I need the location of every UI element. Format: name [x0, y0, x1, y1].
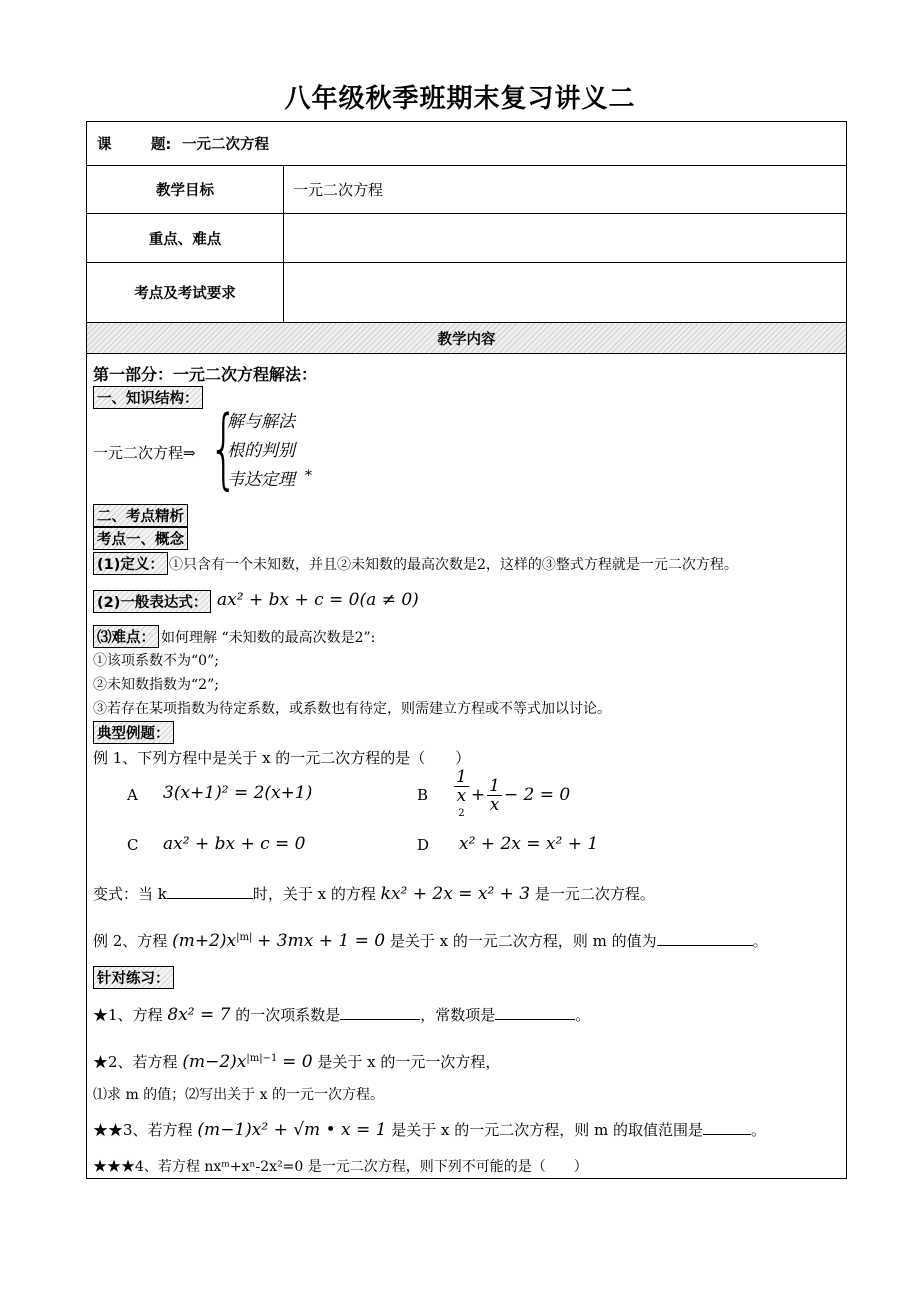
practice4-line: ★★★4、若方程 nxᵐ+xⁿ-2x²=0 是一元二次方程，则下列不可能的是（ ）: [93, 1159, 588, 1175]
practice2-formula: (m−2)x: [182, 1052, 247, 1072]
practice1-text-c: ，常数项是: [420, 1006, 496, 1024]
option-d-label: D: [417, 836, 430, 854]
practice3-formula: (m−1)x² + √m • x = 1: [197, 1120, 387, 1140]
variant-formula: kx² + 2x = x² + 3: [380, 884, 531, 904]
practice1-text-b: 的一次项系数是: [235, 1006, 341, 1024]
general-form-box: (2)一般表达式：: [93, 590, 211, 613]
goal-label: 教学目标: [156, 183, 214, 199]
practice-box: 针对练习：: [93, 966, 174, 989]
struct-item-3: 韦达定理: [227, 470, 295, 490]
keypoints-label: 重点、难点: [148, 231, 222, 248]
structure-root: 一元二次方程⇒: [93, 444, 196, 462]
exam-row: [87, 263, 846, 323]
difficult-item-3: ③若存在某项指数为待定系数，或系数也有待定，则需建立方程或不等式加以讨论。: [93, 701, 611, 717]
difficult-item-2: ②未知数指数为“2”;: [93, 677, 219, 693]
variant-text-b: 时，关于 x 的方程: [252, 885, 376, 903]
example2-line: [93, 930, 768, 951]
practice3-text-a: ★★3、若方程: [93, 1121, 193, 1139]
example1-question: 例 1、下列方程中是关于 x 的一元二次方程的是（ ）: [93, 749, 471, 767]
keypoints-row: [87, 214, 846, 263]
topic-value: 一元二次方程: [182, 137, 269, 153]
option-c-formula: ax² + bx + c = 0: [163, 834, 306, 854]
option-a-formula: 3(x+1)² = 2(x+1): [163, 783, 313, 803]
practice2-sub: ⑴求 m 的值；⑵写出关于 x 的一元一次方程。: [93, 1087, 384, 1103]
practice2-text-b: 是关于 x 的一元一次方程，: [317, 1053, 501, 1071]
option-b-formula: 1 x 2 + $\frac{1}{x}$ − 2 = 0: [456, 767, 571, 819]
definition-text: ①只含有一个未知数，并且②未知数的最高次数是2，这样的③整式方程就是一元二次方程。: [169, 557, 738, 573]
option-d-formula: x² + 2x = x² + 1: [459, 834, 599, 854]
practice1-end: 。: [575, 1006, 591, 1024]
goal-value: 一元二次方程: [293, 181, 384, 199]
exam-label: 考点及考试要求: [134, 286, 236, 302]
difficult-item-1: ①该项系数不为“0”;: [93, 653, 219, 669]
option-c-label: C: [127, 836, 139, 854]
part-title: 第一部分：一元二次方程解法：: [93, 365, 318, 384]
example2-formula-rest: + 3mx + 1 = 0: [257, 931, 386, 951]
struct-item-2: 根的判别: [227, 441, 295, 461]
option-b-tail: − 2 = 0: [503, 785, 571, 805]
practice2-line: [93, 1051, 500, 1072]
knowledge-box: 一、知识结构：: [93, 386, 203, 409]
practice1-line: [93, 1004, 590, 1025]
content-header-row: [87, 323, 846, 354]
practice2-exponent: |m|−1: [246, 1053, 278, 1064]
practice3-end: 。: [751, 1121, 767, 1139]
goal-row: [87, 166, 846, 214]
document-title: 八年级秋季班期末复习讲义二: [284, 84, 636, 114]
general-formula: ax² + bx + c = 0(a ≠ 0): [217, 590, 419, 610]
definition-box: (1)定义：: [93, 552, 168, 575]
struct-star: *: [305, 468, 312, 484]
topic-label-a: 课: [97, 137, 112, 153]
difficult-box: ⑶难点：: [93, 625, 159, 648]
option-b-label: B: [417, 786, 429, 804]
topic-label-b: 题:: [151, 137, 172, 153]
analysis-box: 二、考点精析: [93, 504, 188, 527]
difficult-text: 如何理解 “未知数的最高次数是2”:: [161, 630, 376, 646]
option-a-label: A: [127, 786, 138, 804]
struct-item-1: 解与解法: [227, 412, 295, 432]
variant-text-c: 是一元二次方程。: [534, 885, 655, 903]
practice2-formula-rest: = 0: [282, 1052, 313, 1072]
practice1-text-a: ★1、方程: [93, 1006, 163, 1024]
topic-row: [87, 122, 846, 166]
variant-line: [93, 883, 655, 904]
practice1-formula: 8x² = 7: [167, 1005, 231, 1025]
practice3-line: [93, 1119, 766, 1140]
example2-end: 。: [752, 932, 768, 950]
example2-text-a: 例 2、方程: [93, 932, 168, 950]
point1-box: 考点一、概念: [93, 527, 188, 550]
lesson-table: [86, 121, 847, 1179]
brace-shape: {: [209, 396, 239, 499]
practice3-text-b: 是关于 x 的一元二次方程，则 m 的取值范围是: [391, 1121, 704, 1139]
variant-text-a: 变式：当 k: [93, 885, 167, 903]
practice2-text-a: ★2、若方程: [93, 1053, 178, 1071]
example2-exponent: |m|: [236, 932, 253, 943]
examples-box: 典型例题：: [93, 721, 174, 744]
example2-text-b: 是关于 x 的一元二次方程，则 m 的值为: [389, 932, 657, 950]
content-label: 教学内容: [437, 331, 496, 348]
example2-formula: (m+2)x: [172, 931, 237, 951]
